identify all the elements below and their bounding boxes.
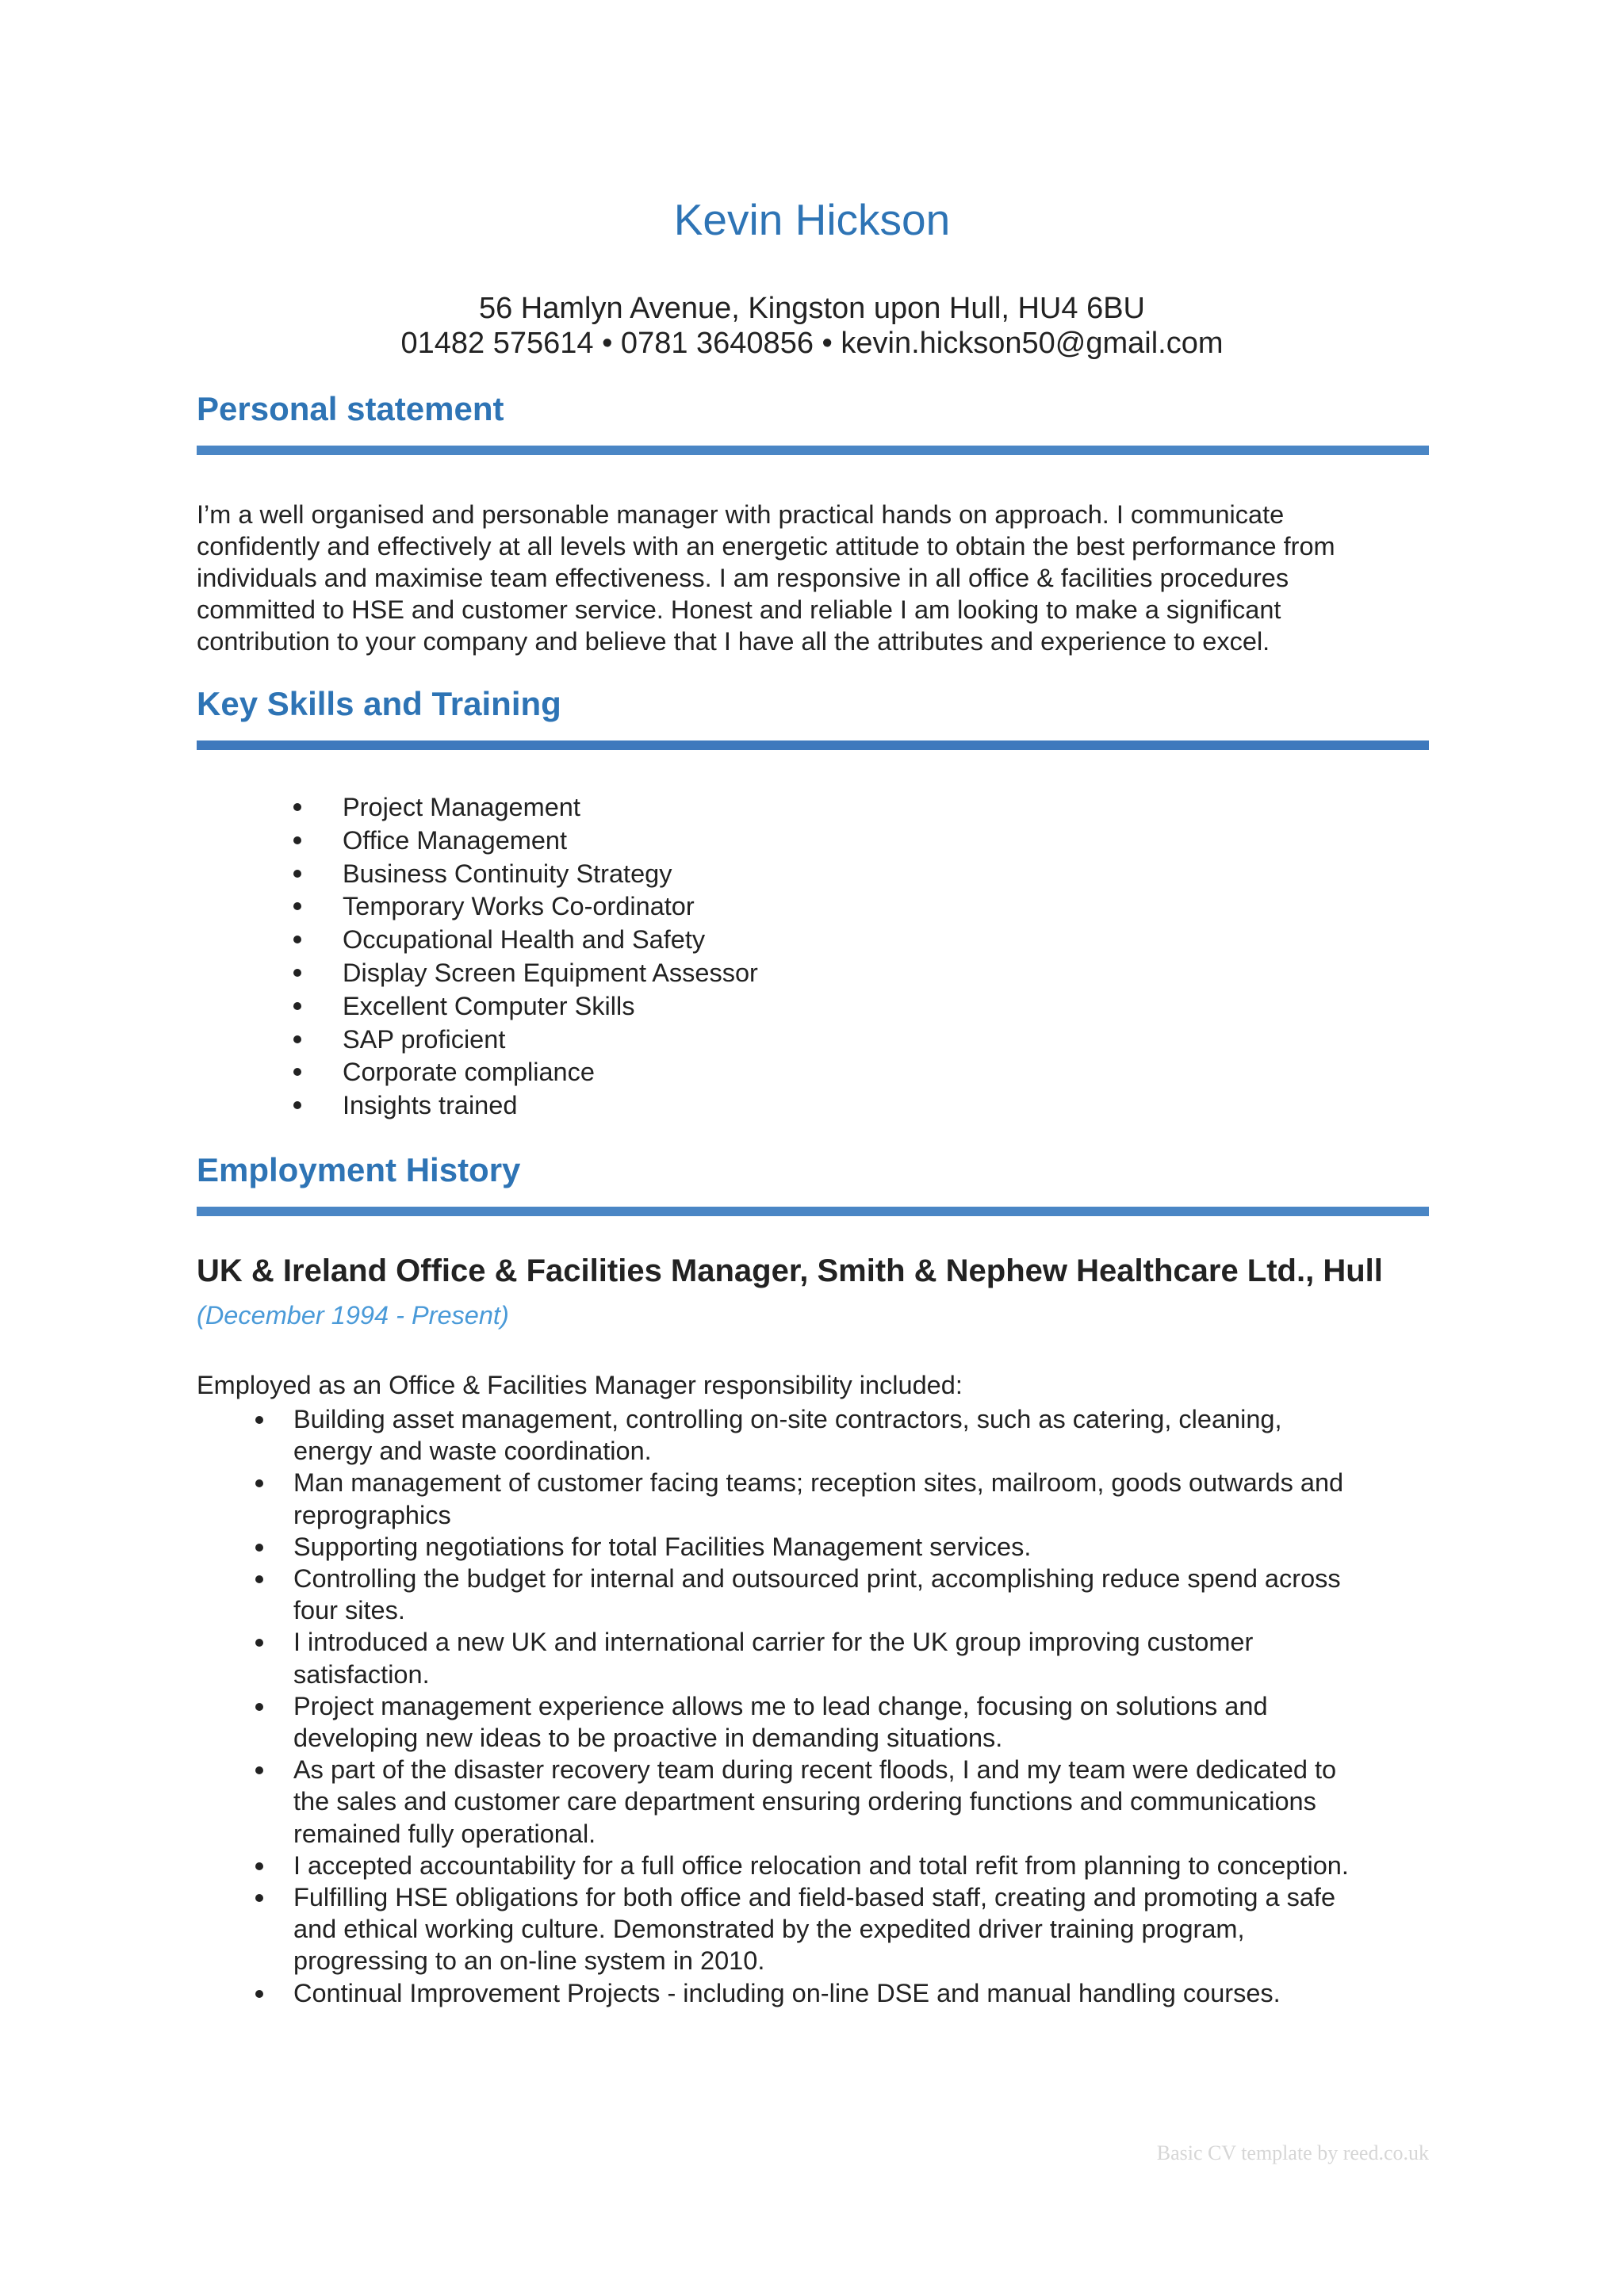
- list-item: [293, 957, 758, 990]
- duty-line: As part of the disaster recovery team during recent floods, I and my team were dedicated to: [293, 1755, 1337, 1785]
- section-divider: [197, 446, 1429, 455]
- list-item: [293, 791, 758, 825]
- skill-label: Occupational Health and Safety: [343, 925, 706, 955]
- skill-label: SAP proficient: [343, 1024, 506, 1054]
- duty-line: four sites.: [293, 1596, 405, 1625]
- bullet-icon: [293, 836, 301, 844]
- list-item: [293, 1089, 758, 1123]
- list-item: [293, 990, 758, 1024]
- address-line: 56 Hamlyn Avenue, Kingston upon Hull, HU4 6BU: [478, 292, 1145, 325]
- list-item: [252, 1467, 1457, 1530]
- list-item: [293, 890, 758, 924]
- bullet-icon: [255, 1479, 263, 1487]
- bullet-icon: [293, 902, 301, 910]
- bullet-icon: [293, 1068, 301, 1076]
- duty-line: I accepted accountability for a full office relocation and total refit from planning to conception.: [293, 1850, 1349, 1880]
- job-dates: (December 1994 - Present): [197, 1301, 509, 1330]
- statement-line: confidently and effectively at all levels with an energetic attitude to obtain the best performance from: [197, 532, 1335, 561]
- job-intro: Employed as an Office & Facilities Manager responsibility included:: [197, 1371, 963, 1399]
- list-item: [293, 825, 758, 858]
- statement-line: individuals and maximise team effectiveness. I am responsive in all office & facilities procedures: [197, 564, 1289, 592]
- bullet-icon: [293, 969, 301, 977]
- duty-line: Building asset management, controlling on-site contractors, such as catering, cleaning,: [293, 1405, 1282, 1433]
- duty-line: I introduced a new UK and international carrier for the UK group improving customer: [293, 1628, 1254, 1657]
- bullet-icon: [255, 1639, 263, 1647]
- personal-statement-text: [197, 499, 1434, 657]
- skill-label: Insights trained: [343, 1091, 518, 1120]
- list-item: [252, 1531, 1457, 1563]
- statement-line: committed to HSE and customer service. Honest and reliable I am looking to make a significant: [197, 595, 1281, 624]
- list-item: [252, 1690, 1457, 1754]
- duty-line: Fulfilling HSE obligations for both office and field-based staff, creating and promoting a safe: [293, 1883, 1336, 1912]
- list-item: [293, 858, 758, 891]
- bullet-icon: [293, 1035, 301, 1043]
- skills-heading: Key Skills and Training: [197, 685, 561, 722]
- list-item: [252, 1403, 1457, 1467]
- skills-list: [293, 791, 758, 1123]
- bullet-icon: [293, 803, 301, 811]
- skill-label: Excellent Computer Skills: [343, 991, 635, 1020]
- contact-line: 01482 575614 • 0781 3640856 • kevin.hickson50@gmail.com: [400, 327, 1224, 360]
- template-credit: Basic CV template by reed.co.uk: [1156, 2141, 1429, 2164]
- list-item: [293, 1056, 758, 1089]
- skill-label: Project Management: [343, 793, 580, 821]
- bullet-icon: [255, 1575, 263, 1583]
- bullet-icon: [255, 1894, 263, 1902]
- list-item: [252, 1881, 1457, 1977]
- bullet-icon: [255, 1416, 263, 1424]
- section-divider: [197, 740, 1429, 750]
- duty-line: Continual Improvement Projects - including on-line DSE and manual handling courses.: [293, 1978, 1281, 2007]
- duty-line: and ethical working culture. Demonstrated by the expedited driver training program,: [293, 1915, 1245, 1944]
- bullet-icon: [255, 1544, 263, 1552]
- duty-line: progressing to an on-line system in 2010.: [293, 1946, 765, 1976]
- candidate-name: Kevin Hickson: [673, 195, 951, 244]
- statement-line: contribution to your company and believe that I have all the attributes and experience to excel.: [197, 627, 1270, 656]
- skill-label: Business Continuity Strategy: [343, 859, 672, 888]
- section-divider: [197, 1207, 1429, 1216]
- list-item: [252, 1754, 1457, 1850]
- skill-label: Office Management: [343, 825, 568, 855]
- duty-line: Supporting negotiations for total Facilities Management services.: [293, 1532, 1032, 1561]
- skill-label: Temporary Works Co-ordinator: [343, 892, 695, 921]
- duty-line: remained fully operational.: [293, 1819, 596, 1848]
- personal-statement-heading: Personal statement: [197, 390, 504, 427]
- bullet-icon: [255, 1703, 263, 1711]
- bullet-icon: [255, 1990, 263, 1998]
- job-title: UK & Ireland Office & Facilities Manager, Smith & Nephew Healthcare Ltd., Hull: [197, 1253, 1383, 1288]
- duty-line: developing new ideas to be proactive in demanding situations.: [293, 1724, 1003, 1753]
- list-item: [293, 1024, 758, 1057]
- duty-line: the sales and customer care department ensuring ordering functions and communications: [293, 1787, 1316, 1816]
- duty-line: satisfaction.: [293, 1659, 430, 1689]
- bullet-icon: [293, 1101, 301, 1109]
- duties-list: [252, 1403, 1457, 2009]
- list-item: [293, 924, 758, 957]
- duty-line: reprographics: [293, 1500, 451, 1529]
- list-item: [252, 1626, 1457, 1689]
- list-item: [252, 1563, 1457, 1626]
- bullet-icon: [293, 870, 301, 878]
- skill-label: Corporate compliance: [343, 1058, 595, 1087]
- bullet-icon: [255, 1862, 263, 1870]
- duty-line: Controlling the budget for internal and outsourced print, accomplishing reduce spend across: [293, 1564, 1341, 1594]
- bullet-icon: [293, 1002, 301, 1010]
- employment-heading: Employment History: [197, 1151, 521, 1188]
- bullet-icon: [293, 936, 301, 943]
- list-item: [252, 1850, 1457, 1881]
- duty-line: Man management of customer facing teams; reception sites, mailroom, goods outwards and: [293, 1468, 1344, 1498]
- duty-line: energy and waste coordination.: [293, 1437, 652, 1466]
- skill-label: Display Screen Equipment Assessor: [343, 958, 758, 987]
- list-item: [252, 1977, 1457, 2009]
- duty-line: Project management experience allows me to lead change, focusing on solutions and: [293, 1691, 1268, 1720]
- statement-line: I’m a well organised and personable manager with practical hands on approach. I communicate: [197, 500, 1285, 529]
- bullet-icon: [255, 1766, 263, 1774]
